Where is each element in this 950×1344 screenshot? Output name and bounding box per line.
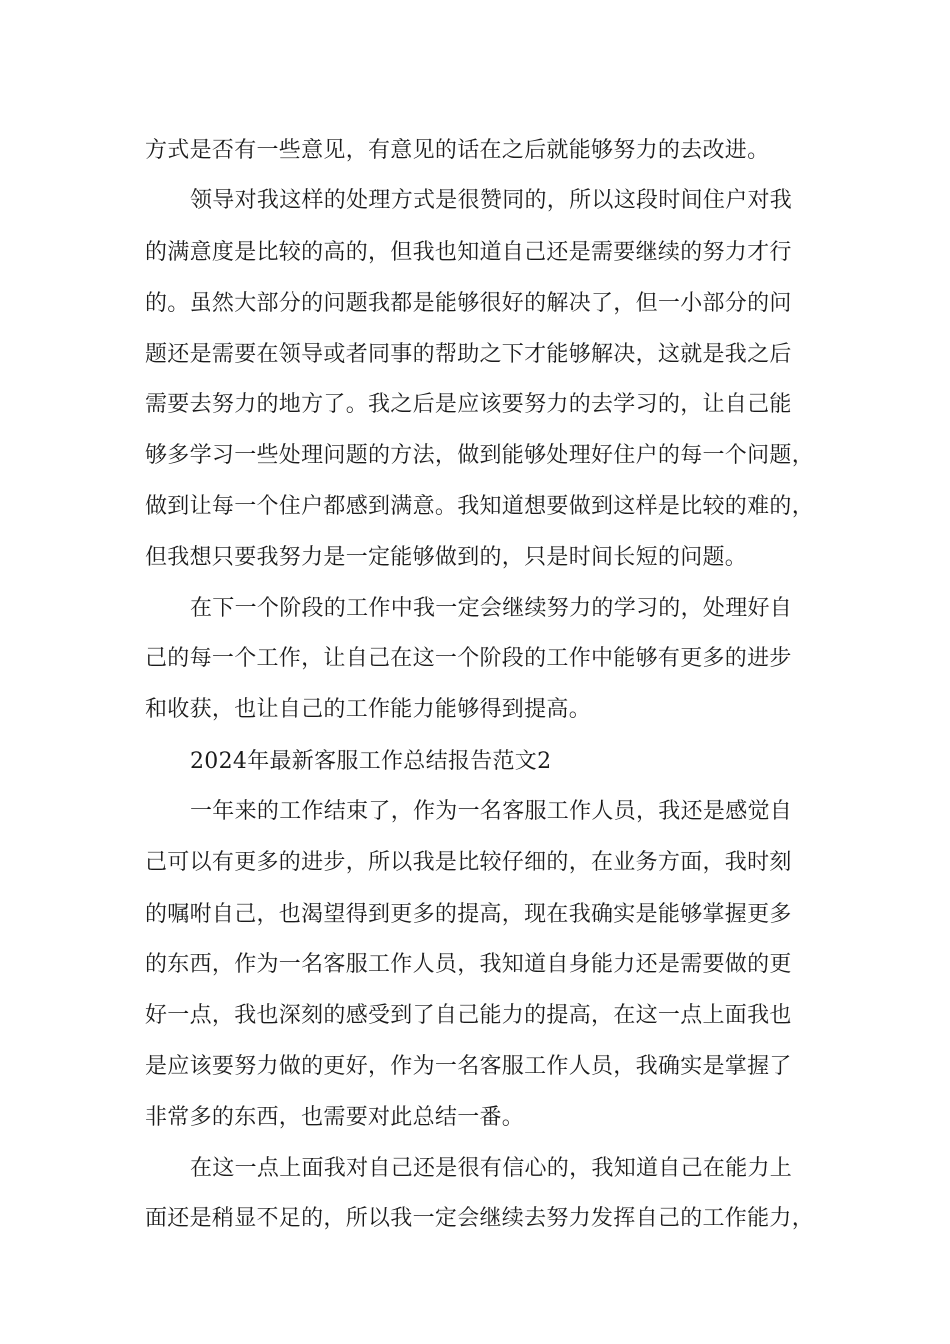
- text-line: 是应该要努力做的更好，作为一名客服工作人员，我确实是掌握了: [145, 1054, 792, 1079]
- paragraph-start: 领导对我这样的处理方式是很赞同的，所以这段时间住户对我: [190, 188, 793, 213]
- text-line: 做到让每一个住户都感到满意。我知道想要做到这样是比较的难的，: [145, 494, 815, 519]
- text-line: 非常多的东西，也需要对此总结一番。: [145, 1105, 525, 1130]
- text-line: 题还是需要在领导或者同事的帮助之下才能够解决，这就是我之后: [145, 342, 792, 367]
- paragraph-start: 在这一点上面我对自己还是很有信心的，我知道自己在能力上: [190, 1156, 793, 1181]
- text-line: 好一点，我也深刻的感受到了自己能力的提高，在这一点上面我也: [145, 1003, 792, 1028]
- text-line: 但我想只要我努力是一定能够做到的，只是时间长短的问题。: [145, 545, 748, 570]
- text-line: 面还是稍显不足的，所以我一定会继续去努力发挥自己的工作能力，: [145, 1206, 815, 1231]
- text-line: 和收获，也让自己的工作能力能够得到提高。: [145, 697, 592, 722]
- text-line: 方式是否有一些意见，有意见的话在之后就能够努力的去改进。: [145, 138, 770, 163]
- text-line: 需要去努力的地方了。我之后是应该要努力的去学习的，让自己能: [145, 392, 792, 417]
- text-line: 的满意度是比较的高的，但我也知道自己还是需要继续的努力才行: [145, 240, 792, 265]
- text-line: 的。虽然大部分的问题我都是能够很好的解决了，但一小部分的问: [145, 291, 792, 316]
- text-line: 己的每一个工作，让自己在这一个阶段的工作中能够有更多的进步: [145, 646, 792, 671]
- paragraph-start: 一年来的工作结束了，作为一名客服工作人员，我还是感觉自: [190, 799, 793, 824]
- text-line: 的嘱咐自己，也渴望得到更多的提高，现在我确实是能够掌握更多: [145, 902, 792, 927]
- text-line: 的东西，作为一名客服工作人员，我知道自身能力还是需要做的更: [145, 952, 792, 977]
- section-heading: 2024年最新客服工作总结报告范文2: [190, 749, 552, 774]
- paragraph-start: 在下一个阶段的工作中我一定会继续努力的学习的，处理好自: [190, 596, 793, 621]
- text-line: 己可以有更多的进步，所以我是比较仔细的，在业务方面，我时刻: [145, 850, 792, 875]
- text-line: 够多学习一些处理问题的方法，做到能够处理好住户的每一个问题，: [145, 443, 815, 468]
